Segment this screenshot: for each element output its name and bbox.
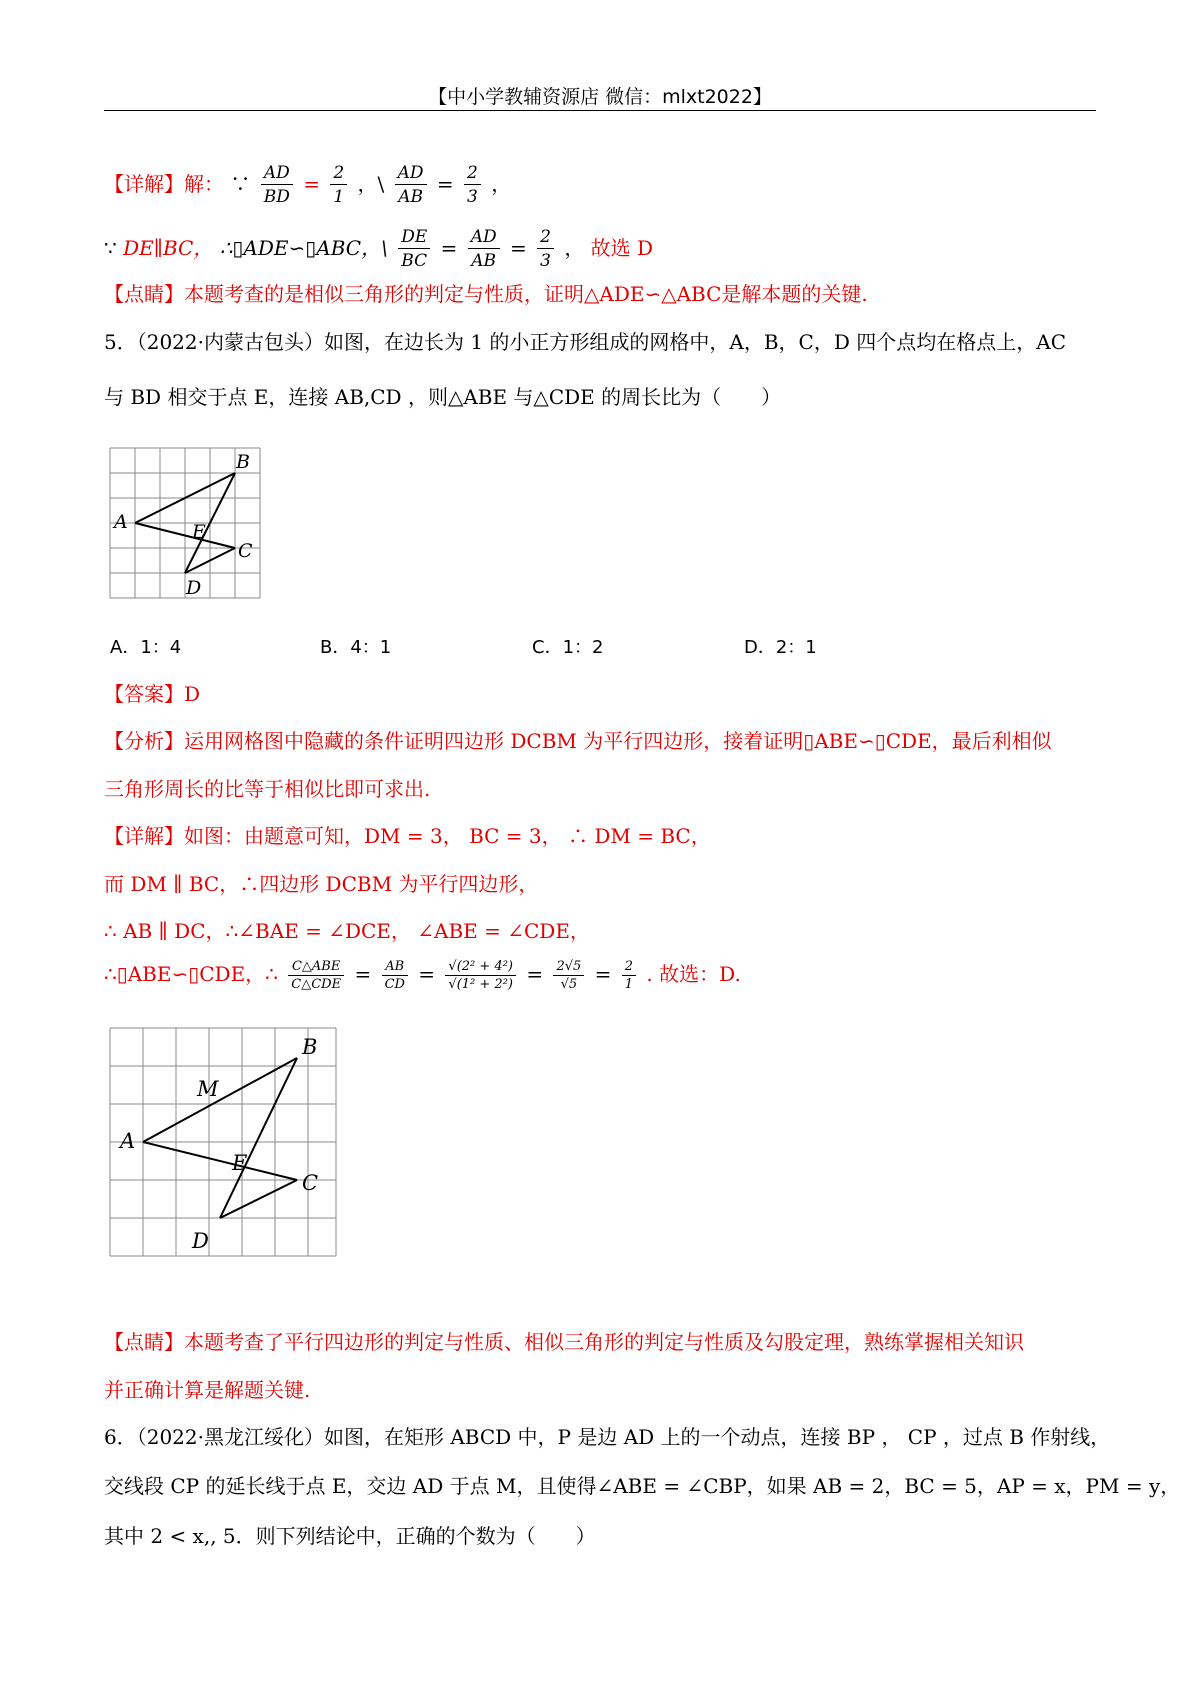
q6-line3: 其中 2 < x,, 5．则下列结论中，正确的个数为（ ） [104, 1524, 596, 1548]
because-symbol: ∵ [230, 172, 251, 196]
frac-ad-ab-2: $\frac{AD}{AB}$ [468, 226, 500, 273]
separator: ，\ [357, 172, 385, 196]
frac-2-over-1: $\frac{2}{1}$ [622, 958, 636, 993]
q5-comment-line1: 【点睛】本题考查了平行四边形的判定与性质、相似三角形的判定与性质及勾股定理，熟练掌握相关知识 [104, 1330, 1024, 1354]
frac-ad-bd: $\frac{AD}{BD}$ [261, 162, 293, 209]
q5-stem-line1: 5．（2022·内蒙古包头）如图，在边长为 1 的小正方形组成的网格中，A，B，C，D 四个点均在格点上，AC [104, 330, 1067, 354]
therefore-similar: ∴▯ADE∽▯ABC，\ [219, 236, 388, 260]
equals-sign: = [303, 172, 320, 196]
equals-sign-3: = [440, 236, 458, 260]
choose-answer: 故选 D [590, 236, 654, 260]
q5-figure-2 [100, 1018, 340, 1262]
fig2-label-m: M [197, 1077, 219, 1101]
frac-sqrt-ratio: $\frac{\text{√(2² + 4²)}}{\text{√(1² + 2²)}}$ [445, 958, 516, 993]
q5-answer: 【答案】D [104, 682, 201, 706]
frac-2sqrt5-sqrt5: $\frac{2√5}{√5}$ [553, 958, 584, 993]
frac-de-bc: $\frac{DE}{BC}$ [398, 226, 430, 273]
fig2-label-d: D [192, 1229, 209, 1253]
q5-stem-line2: 与 BD 相交于点 E，连接 AB,CD ，则△ABE 与△CDE 的周长比为（ ） [104, 385, 782, 409]
q5-comment-line2: 并正确计算是解题关键. [104, 1378, 311, 1402]
de-parallel-bc: DE∥BC， [123, 236, 214, 260]
prev-comment: 【点睛】本题考查的是相似三角形的判定与性质，证明△ADE∽△ABC是解本题的关键. [104, 282, 868, 306]
fig2-label-a: A [120, 1129, 136, 1153]
q5-detail-line3: ∴ AB ∥ DC，∴∠BAE = ∠DCE， ∠ABE = ∠CDE， [104, 919, 590, 943]
frac-2-1: $\frac{2}{1}$ [330, 162, 347, 209]
option-c: C．1：2 [532, 637, 604, 658]
comma: ， [491, 172, 512, 196]
fig1-label-a: A [114, 511, 128, 533]
choose-d: . 故选：D. [646, 962, 741, 986]
prev-detail-line1 [104, 162, 511, 209]
comma-2: ， [564, 236, 585, 260]
option-a: A．1：4 [110, 637, 182, 658]
fig2-label-e: E [232, 1151, 248, 1175]
q6-line2: 交线段 CP 的延长线于点 E，交边 AD 于点 M，且使得∠ABE = ∠CBP，如果 AB = 2，BC = 5，AP = x，PM = y， [104, 1474, 1181, 1498]
fig2-label-c: C [302, 1171, 319, 1195]
detail-tag: 【详解】 [104, 172, 184, 196]
frac-ad-ab: $\frac{AD}{AB}$ [395, 162, 427, 209]
q5-detail-line1: 【详解】如图：由题意可知，DM = 3， BC = 3， ∴ DM = BC， [104, 824, 711, 848]
fig1-label-c: C [238, 540, 253, 562]
jie-text: 解： [184, 172, 224, 196]
frac-2-3-2: $\frac{2}{3}$ [537, 226, 554, 273]
page-header: 【中小学教辅资源店 微信：mlxt2022】 [428, 86, 772, 108]
frac-ab-cd: $\frac{AB}{CD}$ [382, 958, 408, 993]
q5-detail-line2: 而 DM ∥ BC，∴四边形 DCBM 为平行四边形， [104, 872, 539, 896]
fig2-label-b: B [302, 1035, 318, 1059]
q6-line1: 6．（2022·黑龙江绥化）如图，在矩形 ABCD 中，P 是边 AD 上的一个动点，连接 BP ， CP ，过点 B 作射线， [104, 1425, 1111, 1449]
frac-2-3: $\frac{2}{3}$ [464, 162, 481, 209]
equals-sign-4: = [510, 236, 527, 260]
because-symbol-2: ∵ [104, 236, 117, 260]
therefore-similar-abe-cde: ∴▯ABE∽▯CDE，∴ [104, 962, 278, 986]
q5-figure-1 [100, 440, 270, 608]
header-rule [104, 110, 1096, 111]
fig1-label-e: E [192, 521, 206, 543]
q5-detail-line4: ∴▯ABE∽▯CDE，∴ $\frac{\text{C△ABE}}{\text{C△CDE}}$ = $\frac{AB}{CD}$ = $\frac{\text{√(2² + 4²)}}{\text{√(1² + 2²)}}$ = $\frac{2√5}{√5}$ = $\frac{2}{1}$ . 故选：D. [104, 959, 741, 992]
equals-sign-2: = [436, 172, 454, 196]
fig1-label-d: D [186, 577, 202, 599]
prev-detail-line2 [104, 226, 653, 273]
option-d: D．2：1 [744, 637, 817, 658]
q5-analysis-line1: 【分析】运用网格图中隐藏的条件证明四边形 DCBM 为平行四边形，接着证明▯ABE∽▯CDE，最后利相似 [104, 729, 1052, 753]
option-b: B．4：1 [320, 637, 392, 658]
fig1-label-b: B [236, 451, 250, 473]
q5-analysis-line2: 三角形周长的比等于相似比即可求出. [104, 777, 431, 801]
frac-perimeter: $\frac{\text{C△ABE}}{\text{C△CDE}}$ [288, 958, 344, 993]
